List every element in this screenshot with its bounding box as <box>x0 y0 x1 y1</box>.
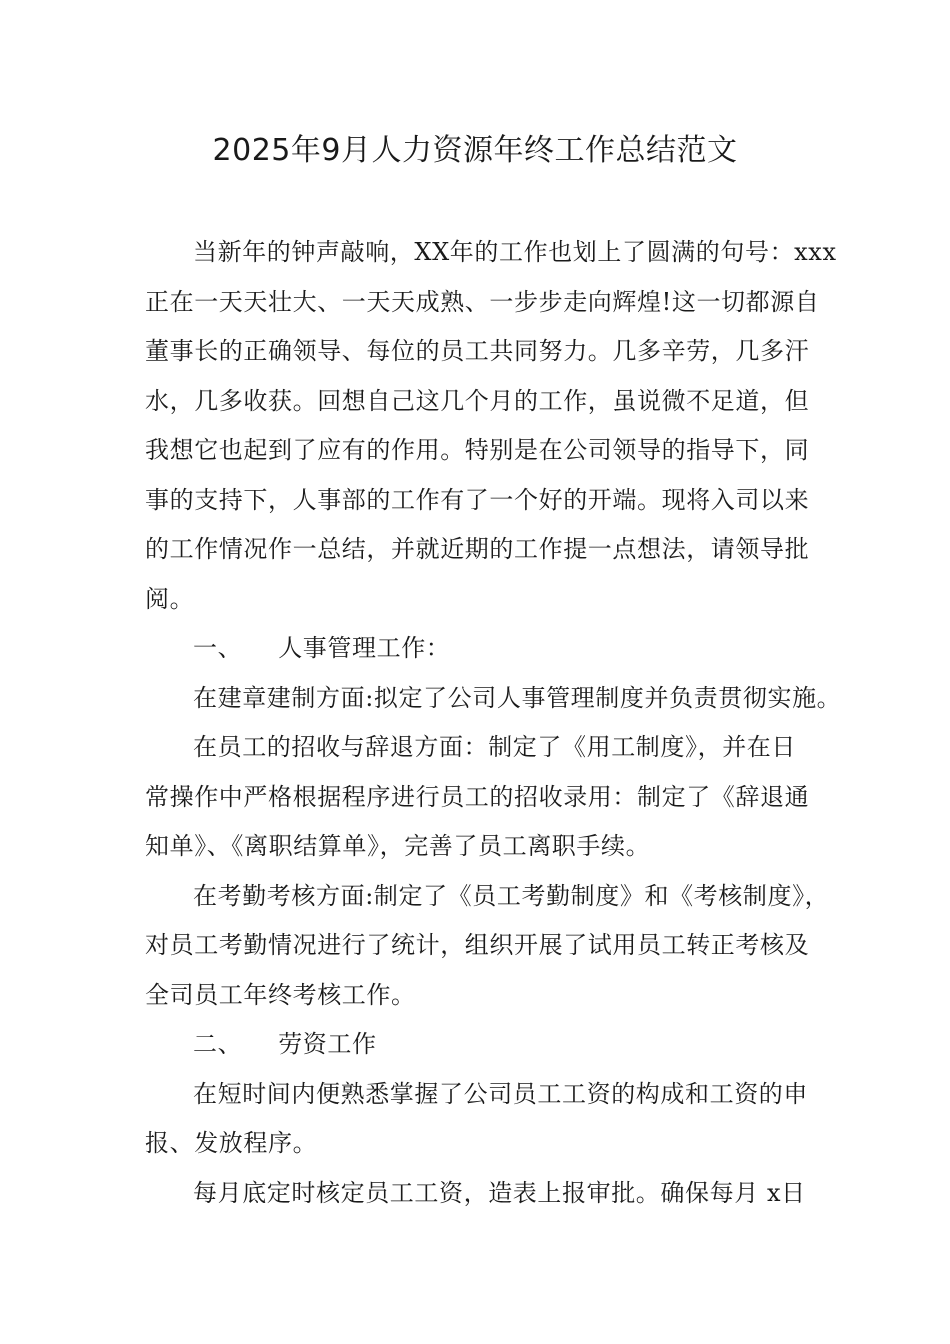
paragraph-line: 阅。 <box>145 584 195 613</box>
paragraph-line: 我想它也起到了应有的作用。特别是在公司领导的指导下，同 <box>145 436 810 464</box>
paragraph-line: 全司员工年终考核工作。 <box>145 980 416 1009</box>
section-number: 一、 <box>193 634 243 662</box>
paragraph-line: 在建章建制方面:拟定了公司人事管理制度并负责贯彻实施。 <box>193 683 842 712</box>
paragraph-line: 的工作情况作一总结，并就近期的工作提一点想法，请领导批 <box>145 535 810 563</box>
paragraph-line: 知单》、《离职结算单》，完善了员工离职手续。 <box>145 832 651 860</box>
paragraph-line: 常操作中严格根据程序进行员工的招收录用：制定了《辞退通 <box>145 782 810 811</box>
paragraph-line: 水，几多收获。回想自己这几个月的工作，虽说微不足道，但 <box>145 386 810 415</box>
paragraph-line: 董事长的正确领导、每位的员工共同努力。几多辛劳，几多汗 <box>145 337 810 365</box>
section-heading <box>145 624 813 674</box>
section-heading-text: 劳资工作 <box>278 1030 377 1058</box>
paragraph-line: 在考勤考核方面:制定了《员工考勤制度》和《考核制度》， <box>193 881 830 910</box>
document-title: 2025年9月人力资源年终工作总结范文 <box>212 133 738 168</box>
section-heading-text: 人事管理工作： <box>278 634 451 662</box>
paragraph-line: 当新年的钟声敲响，XX年的工作也划上了圆满的句号：xxx <box>193 238 837 266</box>
paragraph-line: 在员工的招收与辞退方面：制定了《用工制度》，并在日 <box>193 733 796 761</box>
section-number: 二、 <box>193 1030 243 1058</box>
paragraph-line: 每月底定时核定员工工资，造表上报审批。确保每月 x日 <box>193 1178 806 1207</box>
paragraph-line: 报、发放程序。 <box>145 1129 318 1157</box>
document-body <box>145 228 842 1218</box>
paragraph-line: 对员工考勤情况进行了统计，组织开展了试用员工转正考核及 <box>145 931 810 959</box>
paragraph-line: 事的支持下，人事部的工作有了一个好的开端。现将入司以来 <box>145 485 810 514</box>
paragraph-line: 在短时间内便熟悉掌握了公司员工工资的构成和工资的申 <box>193 1079 808 1108</box>
section-heading <box>145 1020 813 1070</box>
paragraph-line: 正在一天天壮大、一天天成熟、一步步走向辉煌!这一切都源自 <box>145 287 820 316</box>
